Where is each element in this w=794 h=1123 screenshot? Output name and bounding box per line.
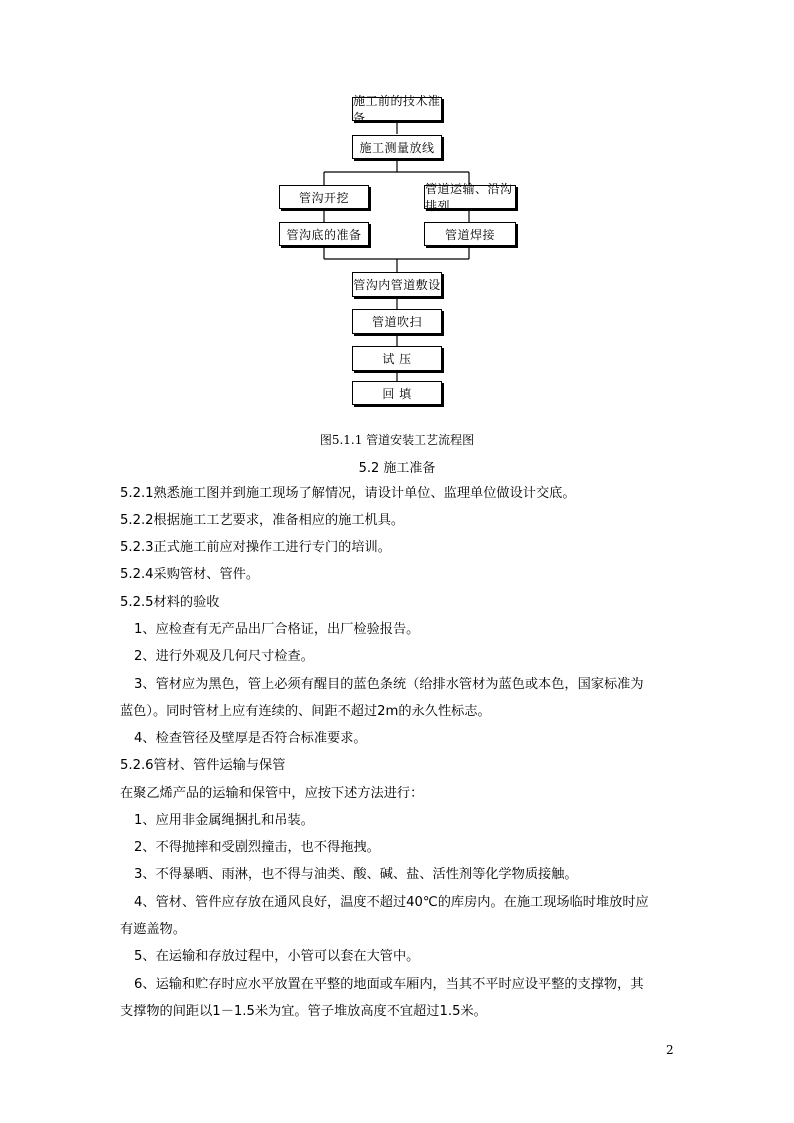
- paragraph-line: 5.2.3正式施工前应对操作工进行专门的培训。: [120, 540, 391, 555]
- step-pressure-test: 试 压: [352, 346, 442, 371]
- list-item-continuation: 蓝色）。同时管材上应有连续的、间距不超过2m的永久性标志。: [120, 704, 491, 719]
- paragraph-line: 5.2.4采购管材、管件。: [120, 567, 260, 582]
- step-survey-layout: 施工测量放线: [352, 135, 442, 159]
- list-item: 4、检查管径及壁厚是否符合标准要求。: [134, 731, 367, 746]
- paragraph-line: 5.2.6管材、管件运输与保管: [120, 758, 286, 773]
- paragraph-line: 5.2.5材料的验收: [120, 595, 220, 610]
- paragraph-line: 5.2.1熟悉施工图并到施工现场了解情况，请设计单位、监理单位做设计交底。: [120, 486, 576, 501]
- list-item-continuation: 有遮盖物。: [120, 922, 186, 937]
- list-item: 5、在运输和存放过程中，小管可以套在大管中。: [134, 949, 420, 964]
- step-pipe-laying: 管沟内管道敷设: [352, 272, 442, 297]
- list-item: 2、进行外观及几何尺寸检查。: [134, 649, 314, 664]
- paragraph-line: 在聚乙烯产品的运输和保管中，应按下述方法进行：: [120, 786, 424, 801]
- list-item-continuation: 支撑物的间距以1－1.5米为宜。管子堆放高度不宜超过1.5米。: [120, 1004, 487, 1019]
- step-technical-preparation: 施工前的技术准备: [353, 94, 441, 125]
- step-backfill: 回 填: [352, 381, 442, 405]
- list-item: 3、管材应为黑色，管上必须有醒目的蓝色条统（给排水管材为蓝色或本色，国家标准为: [134, 677, 644, 692]
- list-item: 6、运输和贮存时应水平放置在平整的地面或车厢内，当其不平时应设平整的支撑物，其: [134, 977, 644, 992]
- page-number: 2: [666, 1043, 674, 1057]
- step-pipe-transport: 管道运输、沿沟排列: [424, 185, 516, 209]
- step-trench-bottom-prep: 管沟底的准备: [279, 222, 369, 246]
- section-title: 5.2 施工准备: [358, 461, 436, 476]
- step-trench-excavation: 管沟开挖: [279, 185, 369, 209]
- list-item: 4、管材、管件应存放在通风良好，温度不超过40℃的库房内。在施工现场临时堆放时应: [134, 895, 649, 910]
- step-pipe-welding: 管道焊接: [424, 222, 516, 246]
- list-item: 3、不得暴晒、雨淋，也不得与油类、酸、碱、盐、活性剂等化学物质接触。: [134, 867, 578, 882]
- step-pipe-purging: 管道吹扫: [352, 309, 442, 334]
- process-flowchart: [0, 0, 794, 420]
- figure-caption: 图5.1.1 管道安装工艺流程图: [319, 433, 475, 447]
- list-item: 1、应检查有无产品出厂合格证，出厂检验报告。: [134, 622, 420, 637]
- list-item: 2、不得抛摔和受剧烈撞击，也不得拖拽。: [134, 840, 380, 855]
- paragraph-line: 5.2.2根据施工工艺要求，准备相应的施工机具。: [120, 513, 405, 528]
- list-item: 1、应用非金属绳捆扎和吊装。: [134, 813, 314, 828]
